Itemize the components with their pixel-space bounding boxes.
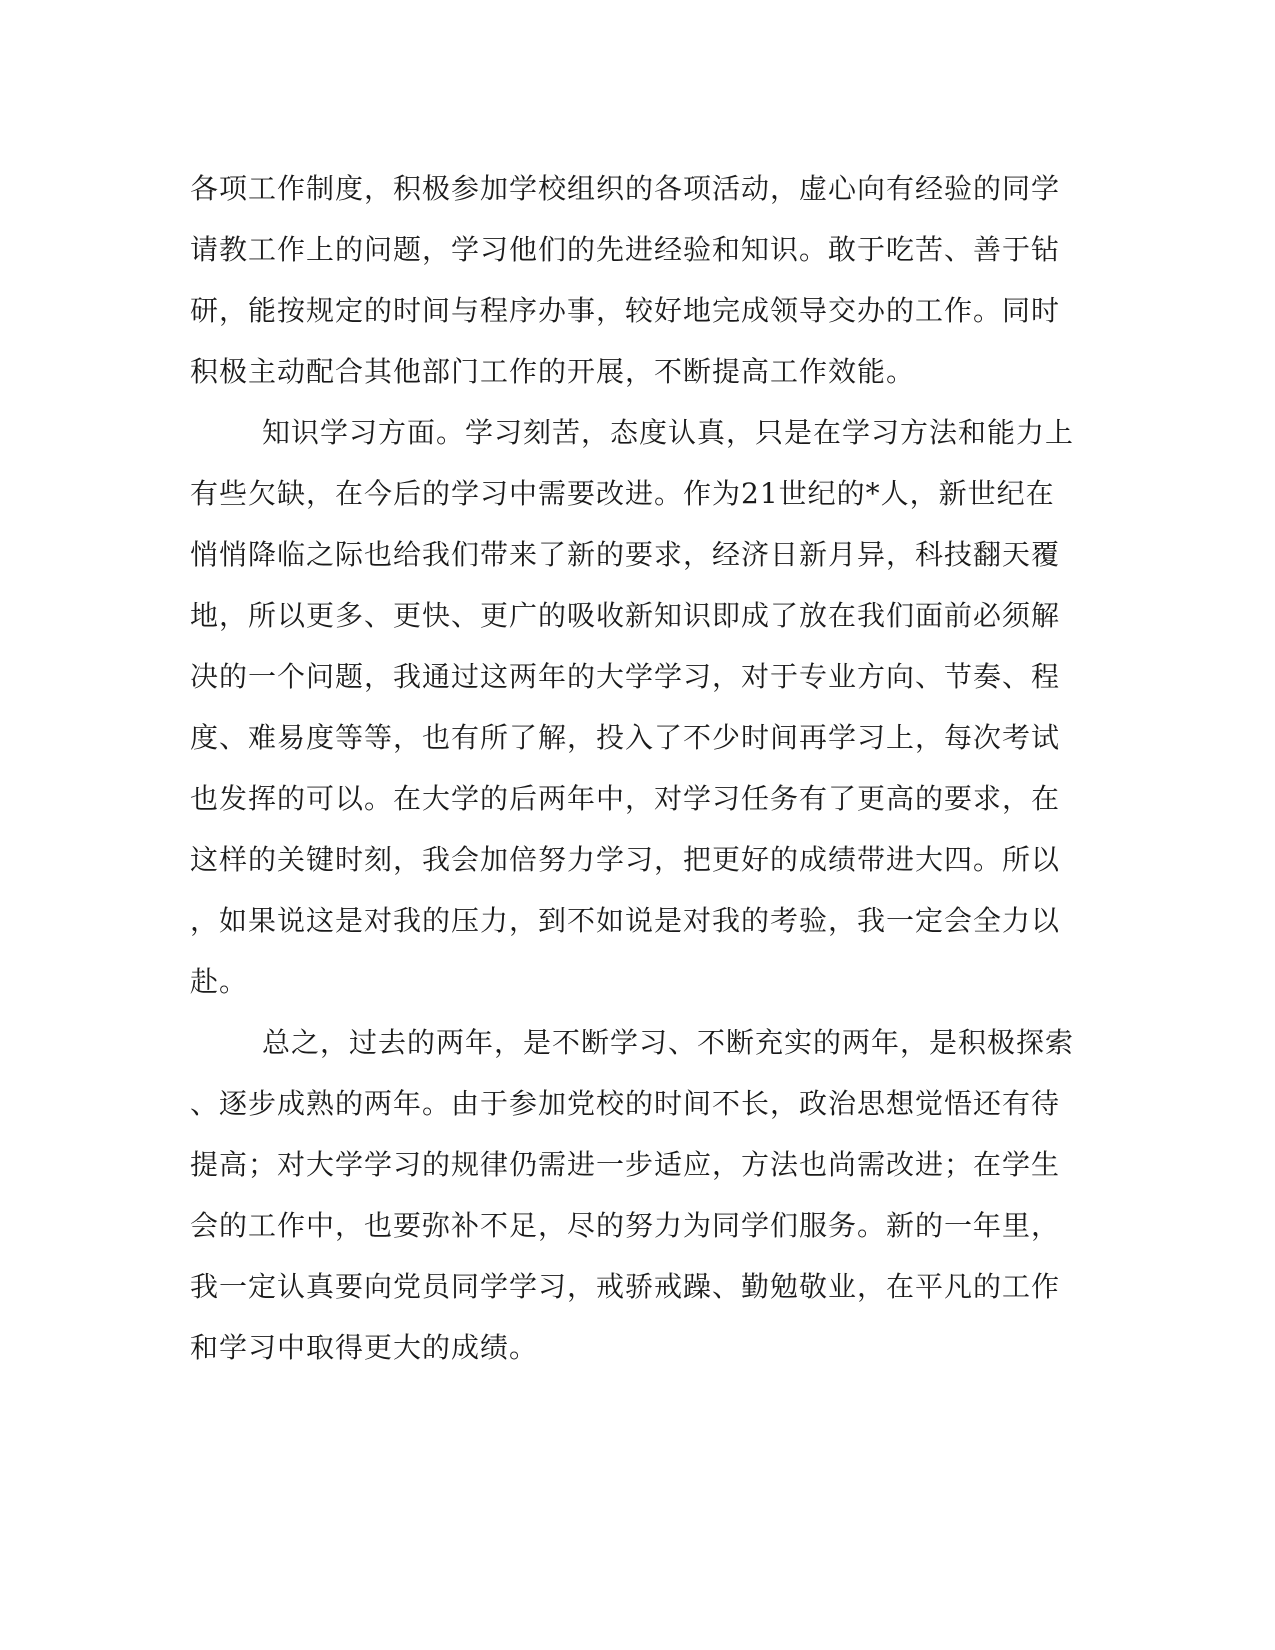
text-line: 地，所以更多、更快、更广的吸收新知识即成了放在我们面前必须解: [190, 599, 1061, 632]
text-line: 这样的关键时刻，我会加倍努力学习，把更好的成绩带进大四。所以: [190, 843, 1061, 876]
document-body: [190, 158, 1090, 1378]
text-line: 赴。: [190, 965, 249, 998]
text-line: 、逐步成熟的两年。由于参加党校的时间不长，政治思想觉悟还有待: [190, 1087, 1061, 1120]
text-line: 请教工作上的问题，学习他们的先进经验和知识。敢于吃苦、善于钻: [190, 233, 1061, 266]
text-line: 我一定认真要向党员同学学习，戒骄戒躁、勤勉敬业，在平凡的工作: [190, 1270, 1061, 1303]
text-line: 研，能按规定的时间与程序办事，较好地完成领导交办的工作。同时: [190, 294, 1061, 327]
text-line: 悄悄降临之际也给我们带来了新的要求，经济日新月异，科技翻天覆: [190, 538, 1061, 571]
paragraph-knowledge-study: [190, 402, 1090, 1012]
text-line: 积极主动配合其他部门工作的开展，不断提高工作效能。: [190, 355, 916, 388]
text-line: 有些欠缺，在今后的学习中需要改进。作为21世纪的*人，新世纪在: [190, 477, 1055, 510]
text-line-first: 总之，过去的两年，是不断学习、不断充实的两年，是积极探索: [262, 1026, 1075, 1059]
text-line: 和学习中取得更大的成绩。: [190, 1331, 539, 1364]
text-line-first: 知识学习方面。学习刻苦，态度认真，只是在学习方法和能力上: [262, 416, 1075, 449]
text-line: 度、难易度等等，也有所了解，投入了不少时间再学习上，每次考试: [190, 721, 1061, 754]
text-line: 各项工作制度，积极参加学校组织的各项活动，虚心向有经验的同学: [190, 172, 1061, 205]
text-line: 提高；对大学学习的规律仍需进一步适应，方法也尚需改进；在学生: [190, 1148, 1061, 1181]
paragraph-summary: [190, 1012, 1090, 1378]
text-line: ，如果说这是对我的压力，到不如说是对我的考验，我一定会全力以: [190, 904, 1061, 937]
text-line: 会的工作中，也要弥补不足，尽的努力为同学们服务。新的一年里，: [190, 1209, 1061, 1242]
paragraph-work-continuation: [190, 158, 1090, 402]
text-line: 也发挥的可以。在大学的后两年中，对学习任务有了更高的要求，在: [190, 782, 1061, 815]
text-line: 决的一个问题，我通过这两年的大学学习，对于专业方向、节奏、程: [190, 660, 1061, 693]
